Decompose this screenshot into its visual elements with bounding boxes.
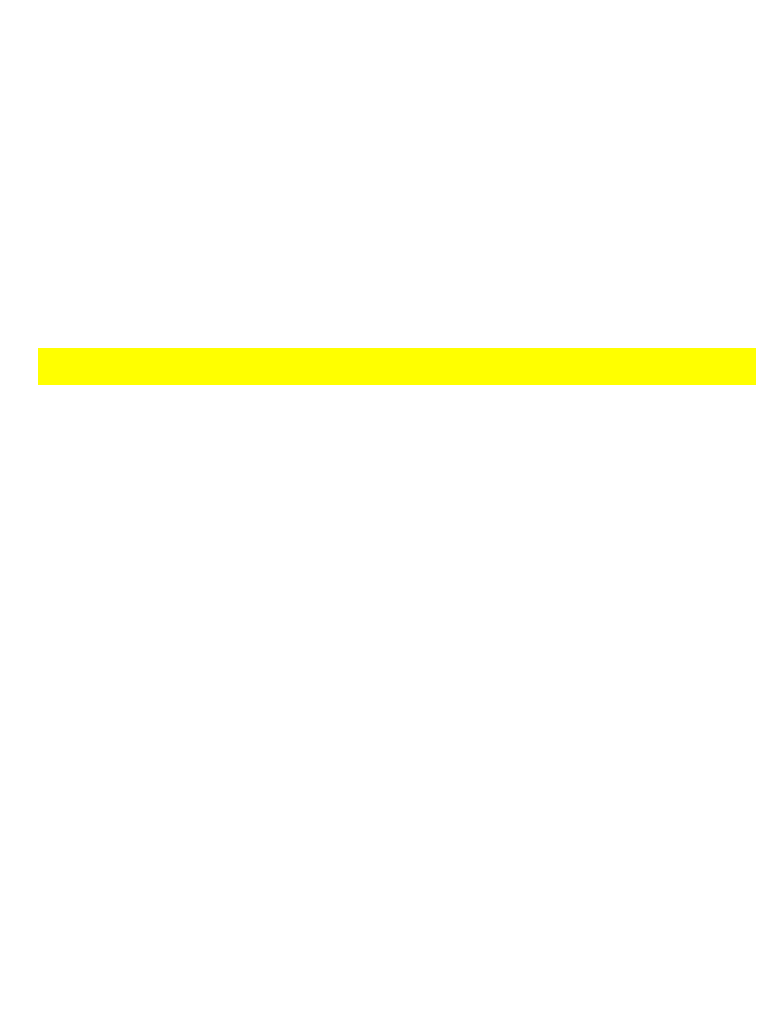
banner-notice: [38, 348, 756, 385]
